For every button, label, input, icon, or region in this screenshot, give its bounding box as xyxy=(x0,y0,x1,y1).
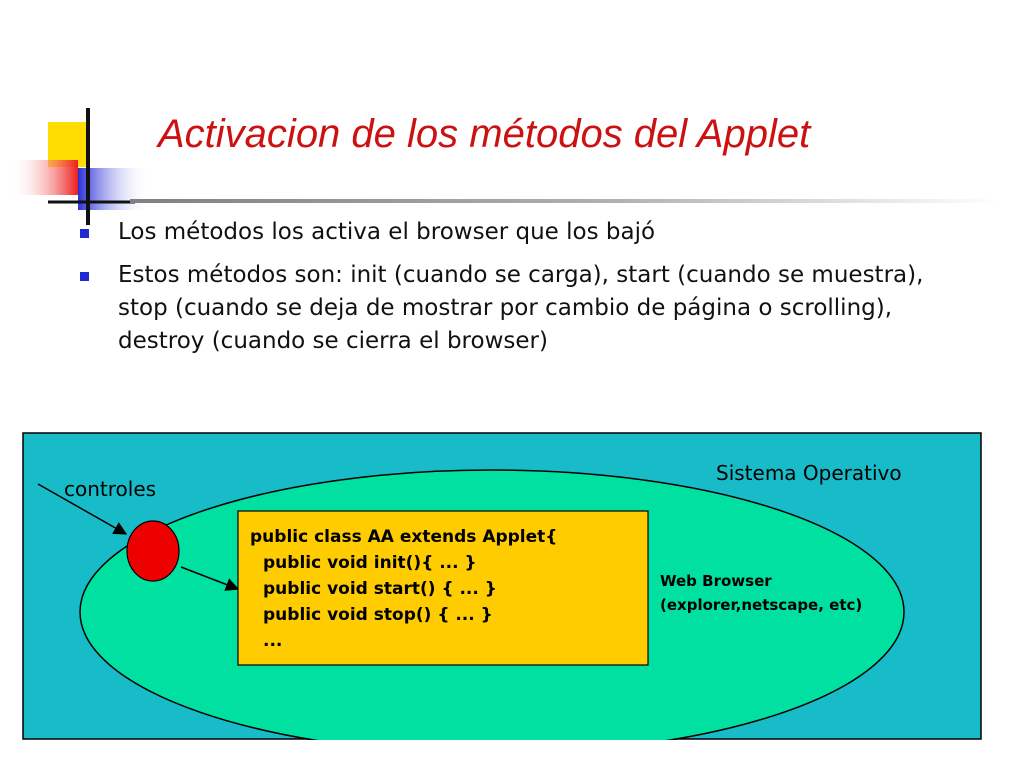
browser-label: Web Browser xyxy=(660,572,772,590)
square-bullet-icon xyxy=(80,229,89,238)
bullet-item xyxy=(78,259,978,358)
title-underline xyxy=(130,199,1000,203)
code-line: ... xyxy=(263,631,283,651)
os-label: Sistema Operativo xyxy=(716,461,902,485)
code-line: public void stop() { ... } xyxy=(263,605,493,625)
applet-diagram xyxy=(22,432,982,740)
code-line: public void init(){ ... } xyxy=(263,553,477,573)
bullet-item xyxy=(78,216,978,249)
controls-label: controles xyxy=(64,477,157,501)
bullet-text: Los métodos los activa el browser que los bajó xyxy=(118,219,656,245)
control-circle xyxy=(127,521,179,581)
slide-title: Activacion de los métodos del Applet xyxy=(158,112,811,156)
code-line: public void start() { ... } xyxy=(263,579,497,599)
browser-label: (explorer,netscape, etc) xyxy=(660,596,863,614)
bullet-text: Estos métodos son: init (cuando se carga), start (cuando se muestra), stop (cuando se deja de mostrar por cambio de página o scrolling), destroy (cuando se cierra el browser) xyxy=(118,262,924,354)
square-bullet-icon xyxy=(80,272,89,281)
decorative-logo xyxy=(0,100,150,230)
bullet-list xyxy=(78,216,978,368)
code-line: public class AA extends Applet{ xyxy=(250,527,558,547)
